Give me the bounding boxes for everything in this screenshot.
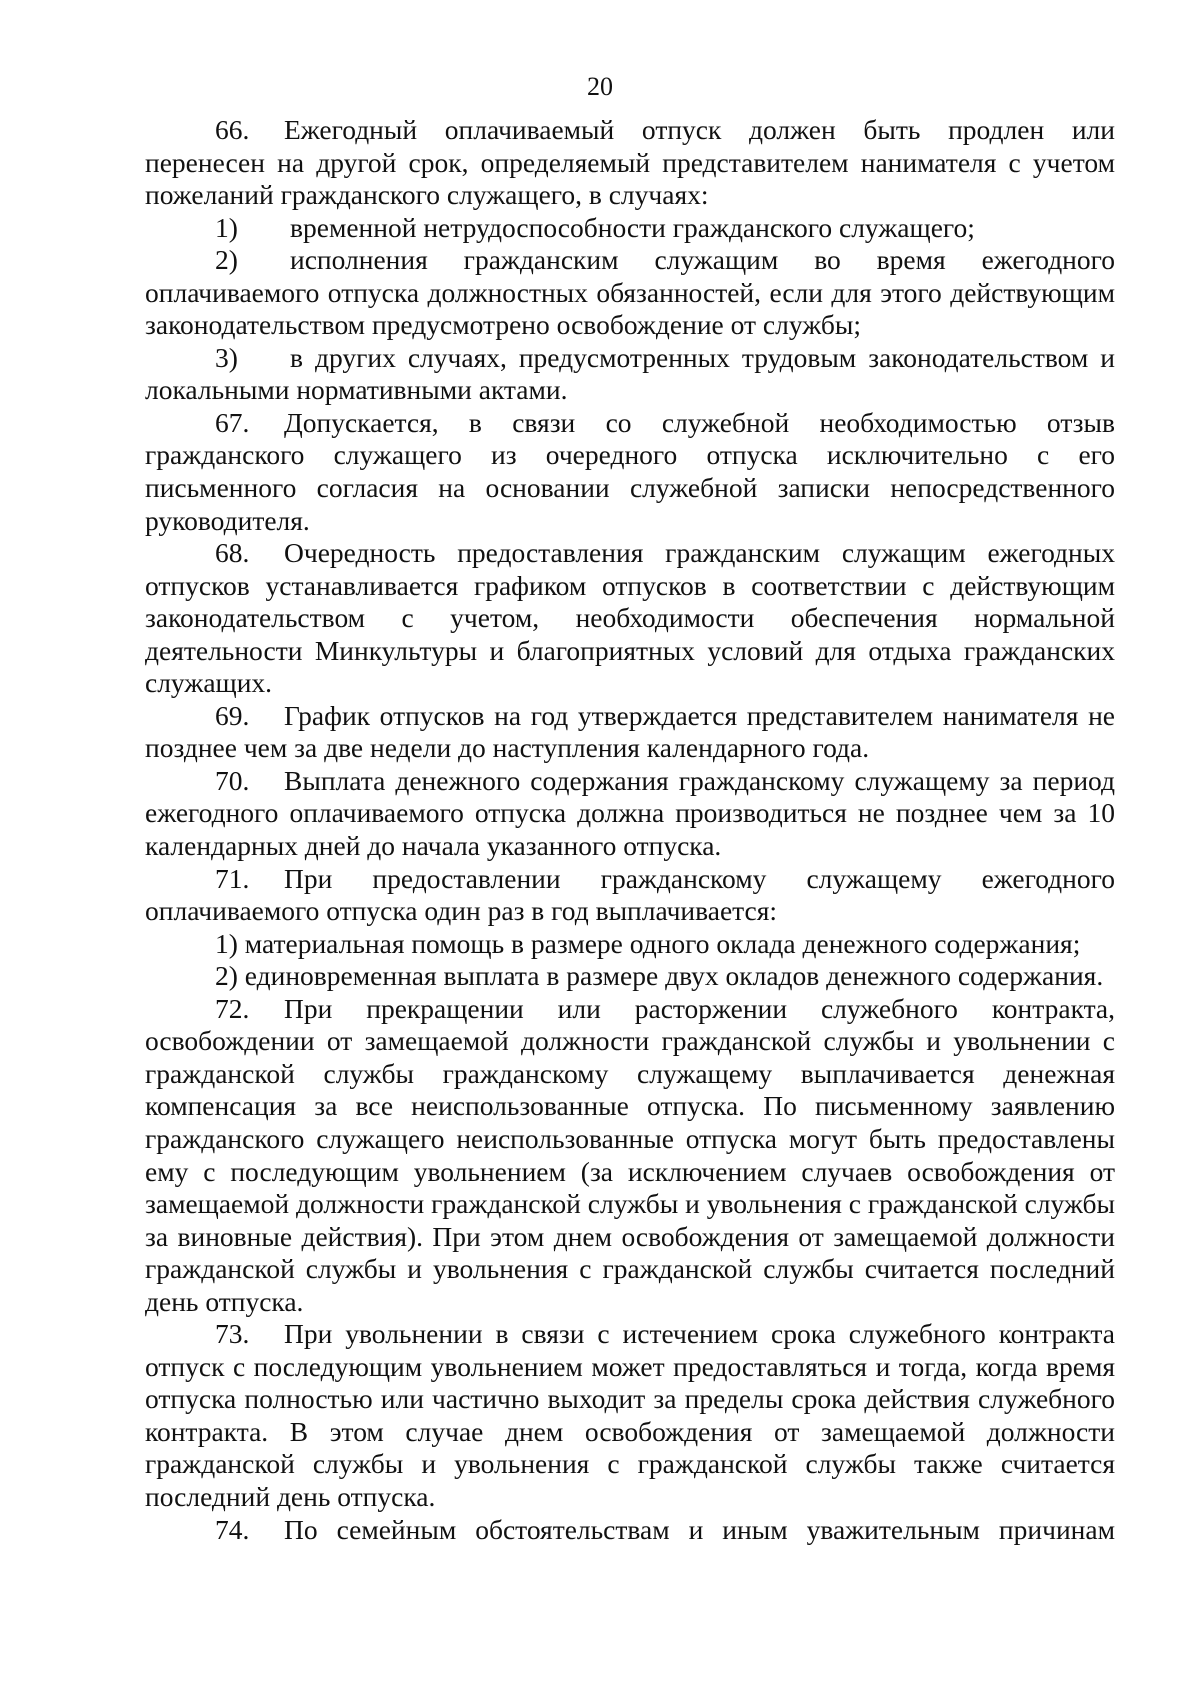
list-item-text: временной нетрудоспособности гражданского служащего; [290, 211, 975, 243]
paragraph-text: При увольнении в связи с истечением срока служебного контракта отпуск с последующим увольнением может предоставляться и тогда, когда время отпуска полностью или частично выходит за пределы срока действия служебного контракта. В этом случае днем освобождения от замещаемой должности гражданской службы и увольнения с гражданской службы также считается последний день отпуска. [145, 1318, 1115, 1512]
paragraph-69 [145, 700, 1115, 765]
paragraph-text: При прекращении или расторжении служебного контракта, освобождении от замещаемой должности гражданской службы и увольнении с гражданской службы гражданскому служащему выплачивается денежная компенсация за все неиспользованные отпуска. По письменному заявлению гражданского служащего неиспользованные отпуска могут быть предоставлены ему с последующим увольнением (за исключением случаев освобождения от замещаемой должности гражданской службы и увольнения с гражданской службы за виновные действия). При этом днем освобождения от замещаемой должности гражданской службы и увольнения с гражданской службы считается последний день отпуска. [145, 992, 1115, 1317]
list-item-text: в других случаях, предусмотренных трудовым законодательством и локальными нормативными актами. [145, 341, 1115, 406]
paragraph-67 [145, 407, 1115, 537]
paragraph-number: 70. [215, 764, 250, 796]
paragraph-number: 68. [215, 537, 250, 569]
list-item-number: 2) [215, 244, 238, 276]
list-item-71-2 [145, 960, 1115, 993]
paragraph-number: 71. [215, 862, 250, 894]
paragraph-number: 69. [215, 699, 250, 731]
paragraph-72 [145, 993, 1115, 1318]
paragraph-71 [145, 863, 1115, 928]
list-item-71-1 [145, 928, 1115, 961]
paragraph-number: 66. [215, 114, 250, 145]
list-item-text: 2) единовременная выплата в размере двух окладов денежного содержания. [215, 960, 1104, 992]
paragraph-74 [145, 1514, 1115, 1547]
paragraph-66 [145, 114, 1115, 212]
paragraph-70 [145, 765, 1115, 863]
list-item-text: 1) материальная помощь в размере одного оклада денежного содержания; [215, 927, 1081, 959]
list-item-text: исполнения гражданским служащим во время ежегодного оплачиваемого отпуска должностных обязанностей, если для этого действующим законодательством предусмотрено освобождение от службы; [145, 244, 1115, 341]
list-item-66-3 [145, 342, 1115, 407]
paragraph-number: 72. [215, 992, 250, 1024]
paragraph-number: 67. [215, 406, 250, 438]
paragraph-text: Очередность предоставления гражданским служащим ежегодных отпусков устанавливается графиком отпусков в соответствии с действующим законодательством с учетом, необходимости обеспечения нормальной деятельности Минкультуры и благоприятных условий для отдыха гражданских служащих. [145, 537, 1115, 699]
paragraph-text: Ежегодный оплачиваемый отпуск должен быть продлен или перенесен на другой срок, определяемый представителем нанимателя с учетом пожеланий гражданского служащего, в случаях: [145, 114, 1115, 211]
list-item-number: 3) [215, 341, 238, 373]
paragraph-text: Выплата денежного содержания гражданскому служащему за период ежегодного оплачиваемого отпуска должна производиться не позднее чем за 10 календарных дней до начала указанного отпуска. [145, 764, 1115, 862]
list-item-66-1 [145, 212, 1115, 245]
paragraph-number: 74. [215, 1513, 250, 1545]
page-number: 20 [587, 72, 613, 101]
paragraph-number: 73. [215, 1318, 250, 1350]
paragraph-text: При предоставлении гражданскому служащему ежегодного оплачиваемого отпуска один раз в год выплачивается: [145, 862, 1115, 927]
paragraph-text: Допускается, в связи со служебной необходимостью отзыв гражданского служащего из очередного отпуска исключительно с его письменного согласия на основании служебной записки непосредственного руководителя. [145, 406, 1115, 536]
paragraph-68 [145, 537, 1115, 700]
list-item-66-2 [145, 244, 1115, 342]
paragraph-73 [145, 1318, 1115, 1513]
document-body [145, 114, 1115, 1546]
paragraph-text: По семейным обстоятельствам и иным уважительным причинам [284, 1513, 1115, 1545]
list-item-number: 1) [215, 211, 238, 243]
paragraph-text: График отпусков на год утверждается представителем нанимателя не позднее чем за две недели до наступления календарного года. [145, 699, 1115, 764]
